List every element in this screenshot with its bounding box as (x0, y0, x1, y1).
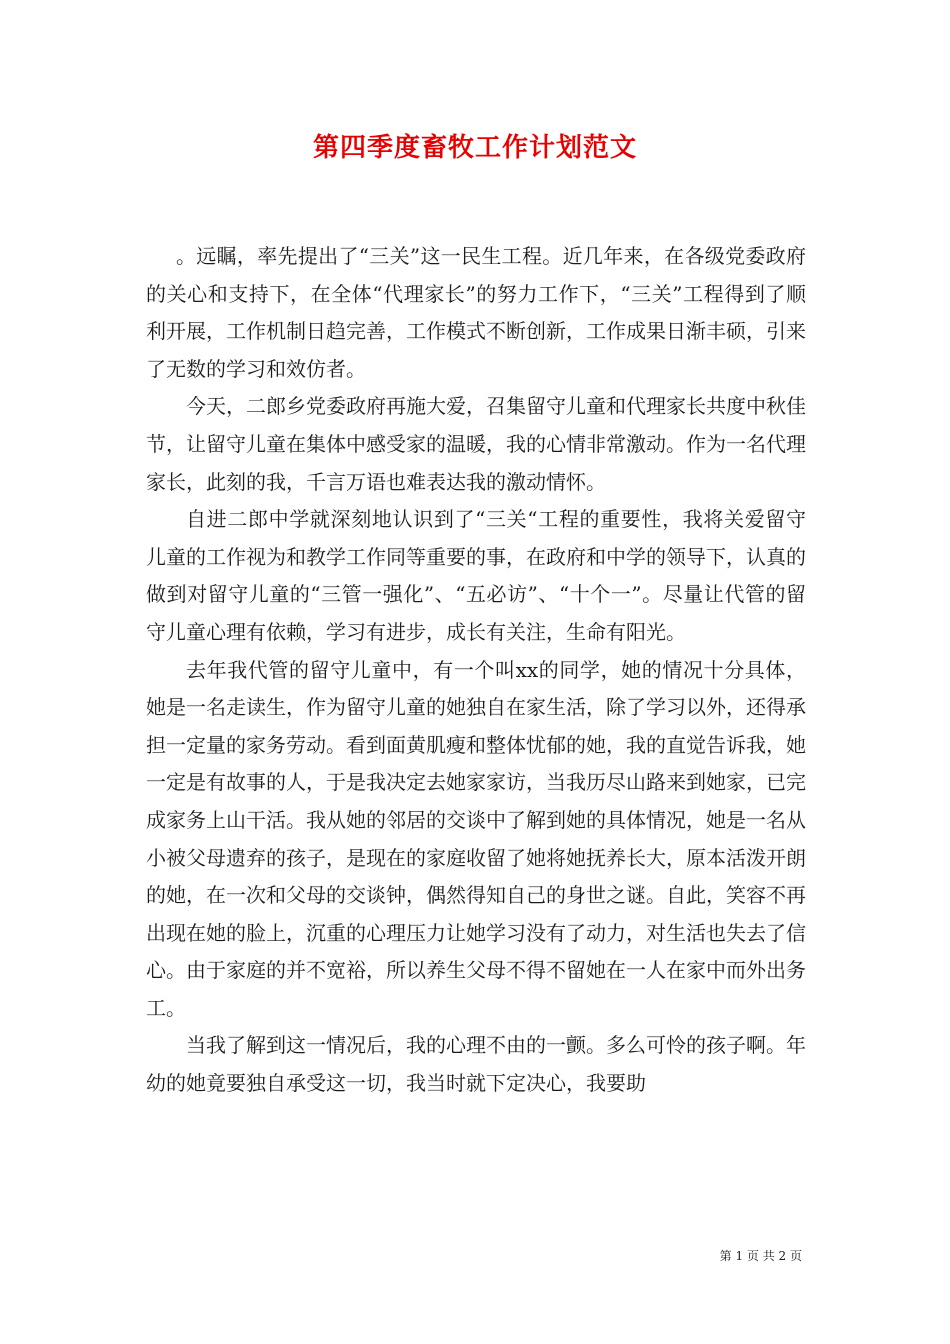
paragraph-3: 自进二郎中学就深刻地认识到了“三关“工程的重要性，我将关爱留守儿童的工作视为和教学工作同等重要的事，在政府和中学的领导下，认真的做到对留守儿童的“三管一强化”、“五必访”、“十个一”。尽量让代管的留守儿童心理有依赖，学习有进步，成长有关注，生命有阳光。 (146, 507, 806, 644)
paragraph-2: 今天，二郎乡党委政府再施大爱，召集留守儿童和代理家长共度中秋佳节，让留守儿童在集体中感受家的温暖，我的心情非常激动。作为一名代理家长，此刻的我，千言万语也难表达我的激动情怀。 (146, 394, 806, 494)
paragraph-1: 。远瞩，率先提出了“三关”这一民生工程。近几年来，在各级党委政府的关心和支持下，在全体“代理家长”的努力工作下，“三关”工程得到了顺利开展，工作机制日趋完善，工作模式不断创新，工作成果日渐丰硕，引来了无数的学习和效仿者。 (146, 244, 806, 381)
document-body (146, 238, 806, 1103)
document-title: 第四季度畜牧工作计划范文 (312, 133, 637, 163)
paragraph-4: 去年我代管的留守儿童中，有一个叫xx的同学，她的情况十分具体，她是一名走读生，作为留守儿童的她独自在家生活，除了学习以外，还得承担一定量的家务劳动。看到面黄肌瘦和整体忧郁的她，我的直觉告诉我，她一定是有故事的人，于是我决定去她家家访，当我历尽山路来到她家，已完成家务上山干活。我从她的邻居的交谈中了解到她的具体情况，她是一名从小被父母遗弃的孩子，是现在的家庭收留了她将她抚养长大，原本活泼开朗的她，在一次和父母的交谈钟，偶然得知自己的身世之谜。自此，笑容不再出现在她的脸上，沉重的心理压力让她学习没有了动力，对生活也失去了信心。由于家庭的并不宽裕，所以养生父母不得不留她在一人在家中而外出务工。 (146, 657, 806, 1020)
page-number-footer: 第 1 页 共 2 页 (719, 1249, 802, 1263)
paragraph-5: 当我了解到这一情况后，我的心理不由的一颤。多么可怜的孩子啊。年幼的她竟要独自承受这一切，我当时就下定决心，我要助 (146, 1033, 806, 1096)
